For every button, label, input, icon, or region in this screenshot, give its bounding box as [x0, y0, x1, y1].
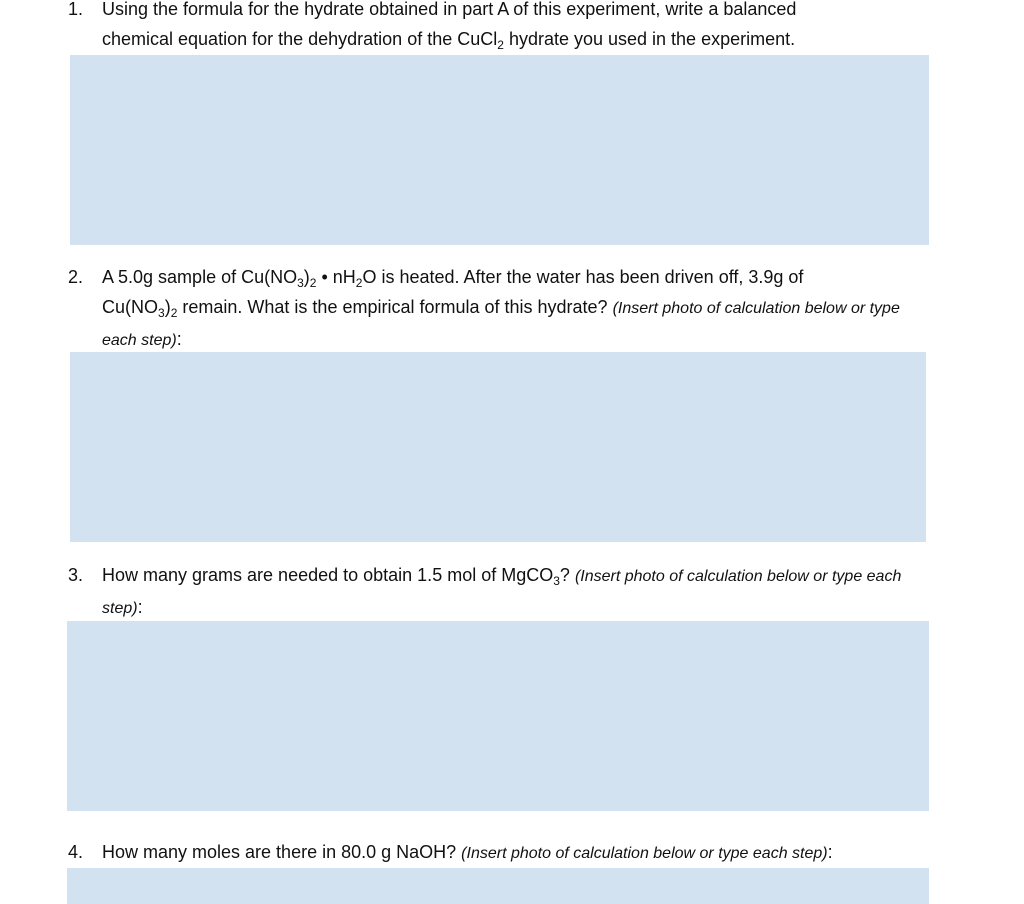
question-number: 4. [68, 842, 84, 862]
question-number: 2. [68, 267, 84, 287]
answer-box-1[interactable] [70, 55, 929, 245]
instruction-hint: (Insert photo of calculation below or type each step) [102, 300, 900, 349]
instruction-hint: (Insert photo of calculation below or type each step) [102, 568, 902, 617]
instruction-hint: (Insert photo of calculation below or type each step) [461, 845, 828, 862]
question-text: How many grams are needed to obtain 1.5 mol of MgCO$_3$? (Insert photo of calculation below or type each step): [102, 565, 902, 617]
question-text: How many moles are there in 80.0 g NaOH? (Insert photo of calculation below or type each step): [102, 842, 833, 862]
question-number: 3. [68, 565, 84, 585]
question-text: Using the formula for the hydrate obtained in part A of this experiment, write a balanced chemical equation for the dehydration of the CuCl$_2$ hydrate you used in the experiment. [102, 0, 797, 52]
answer-box-4[interactable] [67, 868, 929, 904]
question-text: A 5.0g sample of $Cu(NO_3)_2$ • $nH_2O$ is heated. After the water has been driven off, 3.9g of $Cu(NO_3)_2$ remain. What is the empirical formula of this hydrate? (Insert photo of calculation below or type each step): [102, 267, 900, 349]
answer-box-3[interactable] [67, 621, 929, 811]
answer-box-2[interactable] [70, 352, 926, 542]
question-number: 1. [68, 0, 84, 19]
